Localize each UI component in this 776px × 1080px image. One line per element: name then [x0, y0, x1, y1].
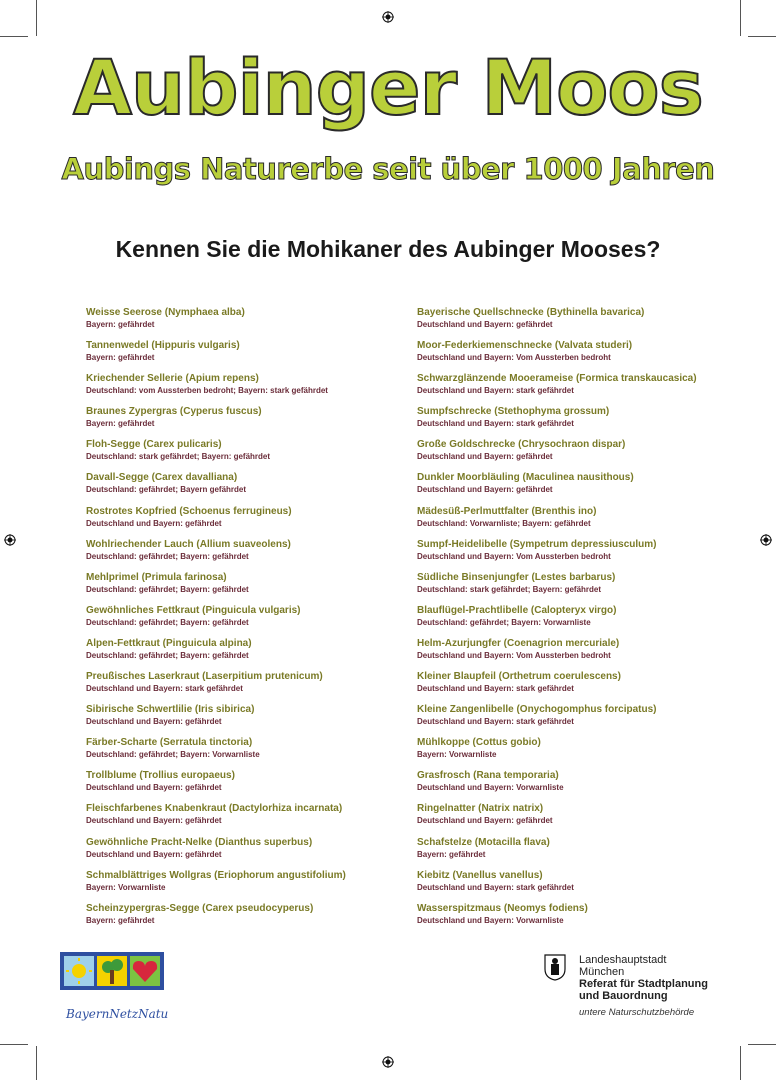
species-status: Bayern: gefährdet: [86, 320, 155, 329]
species-status: Deutschland: gefährdet; Bayern: gefährdet: [86, 584, 249, 594]
section-heading: Kennen Sie die Mohikaner des Aubinger Mooses?: [115, 236, 661, 262]
species-name: Trollblume (Trollius europaeus): [86, 770, 235, 782]
page-subtitle: Aubings Naturerbe seit über 1000 Jahren: [61, 152, 715, 186]
species-name: Grasfrosch (Rana temporaria): [417, 770, 559, 782]
species-item: [417, 903, 747, 936]
species-item: [417, 307, 747, 340]
munich-coat-of-arms-icon: [543, 953, 567, 981]
species-item: [86, 704, 406, 737]
species-status: Deutschland und Bayern: gefährdet: [86, 717, 222, 727]
species-list-right: [417, 307, 747, 936]
species-name: Kriechender Sellerie (Apium repens): [86, 373, 259, 385]
crop-mark: [740, 0, 741, 36]
species-item: [417, 737, 747, 770]
crop-mark: [0, 1044, 28, 1045]
species-status: Deutschland und Bayern: gefährdet: [86, 849, 222, 859]
species-status: Deutschland: gefährdet; Bayern: gefährdet: [86, 617, 249, 627]
authority-label: untere Naturschutzbehörde: [579, 1007, 695, 1018]
species-name: Floh-Segge (Carex pulicaris): [86, 439, 222, 451]
species-name: Rostrotes Kopfried (Schoenus ferrugineus): [86, 505, 292, 517]
species-name: Braunes Zypergras (Cyperus fuscus): [86, 406, 262, 418]
species-name: Schwarzglänzende Mooerameise (Formica transkaucasica): [417, 373, 697, 385]
species-item: [417, 605, 747, 638]
species-status: Deutschland und Bayern: gefährdet: [86, 816, 222, 826]
species-name: Blauflügel-Prachtlibelle (Calopteryx virgo): [417, 604, 617, 616]
species-status: Deutschland und Bayern: stark gefährdet: [417, 419, 574, 429]
species-item: [86, 539, 406, 572]
species-status: Deutschland und Bayern: Vom Aussterben bedroht: [417, 353, 611, 363]
species-name: Mehlprimel (Primula farinosa): [86, 571, 227, 583]
species-status: Deutschland und Bayern: stark gefährdet: [417, 717, 574, 727]
species-name: Alpen-Fettkraut (Pinguicula alpina): [86, 637, 252, 649]
department-line1: Referat für Stadtplanung: [579, 978, 708, 990]
species-item: [417, 671, 747, 704]
species-name: Preußisches Laserkraut (Laserpitium prutenicum): [86, 671, 323, 683]
species-item: [86, 572, 406, 605]
species-name: Große Goldschrecke (Chrysochraon dispar): [417, 439, 626, 451]
city-name-line1: Landeshauptstadt: [579, 954, 667, 966]
species-status: Deutschland und Bayern: Vorwarnliste: [417, 915, 564, 925]
species-status: Deutschland und Bayern: gefährdet: [86, 783, 222, 793]
species-status: Deutschland: stark gefährdet; Bayern: gefährdet: [417, 584, 602, 594]
crop-mark: [748, 36, 776, 37]
bayernnetznatur-logo: [56, 950, 168, 1030]
species-item: [86, 307, 406, 340]
species-status: Deutschland und Bayern: gefährdet: [417, 485, 553, 495]
species-name: Ringelnatter (Natrix natrix): [417, 803, 544, 815]
species-item: [86, 903, 406, 936]
species-name: Helm-Azurjungfer (Coenagrion mercuriale): [417, 637, 620, 649]
species-status: Deutschland und Bayern: gefährdet: [417, 452, 553, 462]
species-status: Bayern: gefährdet: [86, 915, 155, 925]
registration-mark-icon: [382, 1056, 394, 1068]
species-item: [417, 572, 747, 605]
species-status: Deutschland: gefährdet; Bayern: gefährdet: [86, 551, 249, 561]
species-item: [86, 605, 406, 638]
species-item: [86, 737, 406, 770]
species-item: [86, 870, 406, 903]
species-item: [86, 837, 406, 870]
species-status: Deutschland und Bayern: stark gefährdet: [417, 882, 574, 892]
species-status: Deutschland: vom Aussterben bedroht; Bayern: stark gefährdet: [86, 386, 328, 396]
species-status: Deutschland: gefährdet; Bayern gefährdet: [86, 485, 247, 495]
species-name: Mühlkoppe (Cottus gobio): [417, 737, 541, 749]
species-status: Bayern: gefährdet: [86, 419, 155, 429]
species-item: [86, 472, 406, 505]
species-status: Bayern: gefährdet: [86, 353, 155, 363]
species-status: Deutschland: gefährdet; Bayern: Vorwarnliste: [86, 750, 260, 760]
species-name: Kleiner Blaupfeil (Orthetrum coerulescens): [417, 671, 621, 683]
city-name-line2: München: [579, 966, 625, 978]
registration-mark-icon: [760, 534, 772, 546]
species-item: [417, 638, 747, 671]
species-list-left: [86, 307, 406, 936]
species-item: [417, 803, 747, 836]
species-item: [86, 506, 406, 539]
page-title: Aubinger Moos: [73, 43, 703, 132]
species-name: Kleine Zangenlibelle (Onychogomphus forcipatus): [417, 704, 657, 716]
species-status: Deutschland: gefährdet; Bayern: Vorwarnliste: [417, 617, 591, 627]
species-item: [417, 439, 747, 472]
species-item: [86, 373, 406, 406]
species-name: Schafstelze (Motacilla flava): [417, 836, 550, 848]
species-name: Bayerische Quellschnecke (Bythinella bavarica): [417, 307, 645, 318]
registration-mark-icon: [382, 11, 394, 23]
registration-mark-icon: [4, 534, 16, 546]
species-item: [417, 770, 747, 803]
species-name: Mädesüß-Perlmuttfalter (Brenthis ino): [417, 505, 597, 517]
species-status: Deutschland und Bayern: stark gefährdet: [417, 684, 574, 694]
species-status: Deutschland und Bayern: stark gefährdet: [86, 684, 243, 694]
species-status: Deutschland: gefährdet; Bayern: gefährdet: [86, 650, 249, 660]
species-item: [417, 870, 747, 903]
species-name: Dunkler Moorbläuling (Maculinea nausithous): [417, 472, 634, 484]
species-name: Weisse Seerose (Nymphaea alba): [86, 307, 245, 318]
department-line2: und Bauordnung: [579, 990, 668, 1002]
species-status: Bayern: Vorwarnliste: [86, 882, 166, 892]
bayernnetznatur-emblem-icon: [56, 950, 168, 1030]
species-name: Südliche Binsenjungfer (Lestes barbarus): [417, 571, 616, 583]
species-item: [86, 340, 406, 373]
species-status: Bayern: Vorwarnliste: [417, 750, 497, 760]
species-status: Deutschland und Bayern: gefährdet: [417, 320, 553, 329]
species-name: Wohlriechender Lauch (Allium suaveolens): [86, 538, 291, 550]
species-name: Färber-Scharte (Serratula tinctoria): [86, 737, 253, 749]
species-status: Deutschland: Vorwarnliste; Bayern: gefährdet: [417, 518, 591, 528]
species-name: Fleischfarbenes Knabenkraut (Dactylorhiza incarnata): [86, 803, 343, 815]
species-name: Gewöhnliches Fettkraut (Pinguicula vulgaris): [86, 604, 301, 616]
species-item: [417, 373, 747, 406]
species-item: [417, 406, 747, 439]
species-name: Tannenwedel (Hippuris vulgaris): [86, 340, 240, 352]
species-item: [417, 506, 747, 539]
species-status: Deutschland: stark gefährdet; Bayern: gefährdet: [86, 452, 271, 462]
species-name: Schmalblättriges Wollgras (Eriophorum angustifolium): [86, 869, 346, 881]
species-item: [86, 406, 406, 439]
munich-city-logo: [543, 953, 743, 1023]
species-status: Deutschland und Bayern: Vom Aussterben bedroht: [417, 650, 611, 660]
crop-mark: [36, 1046, 37, 1080]
species-item: [86, 671, 406, 704]
species-name: Wasserspitzmaus (Neomys fodiens): [417, 902, 588, 914]
crop-mark: [740, 1046, 741, 1080]
species-item: [86, 638, 406, 671]
species-name: Sumpfschrecke (Stethophyma grossum): [417, 406, 610, 418]
crop-mark: [36, 0, 37, 36]
species-status: Bayern: gefährdet: [417, 849, 486, 859]
species-item: [417, 340, 747, 373]
crop-mark: [748, 1044, 776, 1045]
species-item: [86, 803, 406, 836]
species-item: [86, 770, 406, 803]
species-name: Scheinzypergras-Segge (Carex pseudocyperus): [86, 902, 314, 914]
species-name: Sumpf-Heidelibelle (Sympetrum depressiusculum): [417, 538, 657, 550]
species-status: Deutschland und Bayern: gefährdet: [86, 518, 222, 528]
species-status: Deutschland und Bayern: gefährdet: [417, 816, 553, 826]
species-item: [417, 539, 747, 572]
species-status: Deutschland und Bayern: Vorwarnliste: [417, 783, 564, 793]
species-status: Deutschland und Bayern: stark gefährdet: [417, 386, 574, 396]
species-name: Gewöhnliche Pracht-Nelke (Dianthus superbus): [86, 836, 313, 848]
svg-text:BayernNetzNatur: BayernNetzNatur: [66, 1007, 168, 1021]
species-name: Moor-Federkiemenschnecke (Valvata studeri): [417, 340, 633, 352]
species-name: Sibirische Schwertlilie (Iris sibirica): [86, 704, 255, 716]
species-item: [417, 704, 747, 737]
species-name: Kiebitz (Vanellus vanellus): [417, 869, 543, 881]
species-item: [86, 439, 406, 472]
species-status: Deutschland und Bayern: Vom Aussterben bedroht: [417, 551, 611, 561]
species-item: [417, 472, 747, 505]
species-item: [417, 837, 747, 870]
crop-mark: [0, 36, 28, 37]
species-name: Davall-Segge (Carex davalliana): [86, 472, 238, 484]
